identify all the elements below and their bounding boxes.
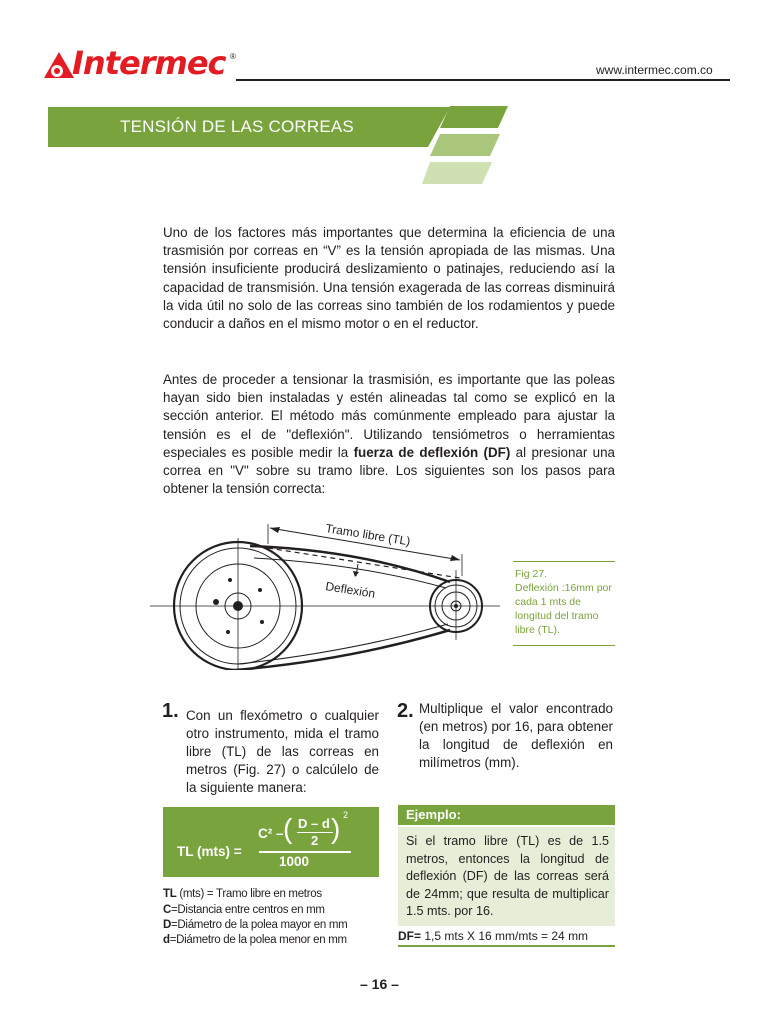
gear-icon xyxy=(44,50,74,80)
intro-paragraph: Uno de los factores más importantes que determina la eficiencia de una trasmisión por correas en “V” es la tensión apropiada de las mismas. Una tensión insuficiente producirá deslizamiento o patinajes, reduciendo así la capacidad de transmisión. Una tensión exagerada de las correas disminuirá la vida útil no solo de las correas sino también de los rodamientos y puede conducir a daños en el mismo motor o en el reductor. xyxy=(163,225,615,332)
section-title: TENSIÓN DE LAS CORREAS xyxy=(120,117,354,136)
df-value: 1,5 mts X 16 mm/mts = 24 mm xyxy=(421,929,589,943)
header-rule xyxy=(236,79,730,81)
formula-box xyxy=(163,807,379,877)
formula-lhs: TL (mts) = xyxy=(177,844,242,859)
belt-diagram xyxy=(150,510,500,670)
legend-text: =Distancia entre centros en mm xyxy=(171,904,325,916)
belt-upper xyxy=(250,546,450,582)
formula-inner-denominator: 2 xyxy=(311,833,319,848)
legend-text: (mts) = Tramo libre en metros xyxy=(176,888,322,900)
example-header xyxy=(398,805,615,825)
figure-caption-title: Fig 27. xyxy=(515,568,548,580)
legend-symbol: C xyxy=(163,904,172,916)
figure-caption xyxy=(515,567,615,637)
legend-item-d-large xyxy=(163,918,347,934)
procedure-paragraph xyxy=(163,371,615,498)
legend-text: =Diámetro de la polea mayor en mm xyxy=(171,919,348,931)
figure-caption-text: Deflexión :16mm por cada 1 mts de longitud del tramo libre (TL). xyxy=(515,582,612,636)
df-label: DF= xyxy=(398,929,422,943)
step-2-number: 2. xyxy=(397,700,414,722)
example-rule xyxy=(398,945,615,947)
example-df-line xyxy=(398,929,615,943)
site-url[interactable]: www.intermec.com.co xyxy=(596,63,713,77)
brand-name: Intermec xyxy=(72,44,226,82)
legend-text: =Diámetro de la polea menor en mm xyxy=(169,934,347,946)
formula-exponent: 2 xyxy=(343,810,349,820)
legend-symbol: D xyxy=(163,919,172,931)
free-span-dashed-line xyxy=(268,548,460,578)
step-2-text: Multiplique el valor encontrado (en metros) por 16, para obtener la longitud de deflexión en milímetros (mm). xyxy=(419,701,613,770)
legend-item-d-small xyxy=(163,933,347,949)
legend-symbol: TL xyxy=(163,888,177,900)
page-number: – 16 – xyxy=(360,976,399,992)
formula-c-squared: C² – xyxy=(258,826,284,841)
procedure-text-end: al presionar una correa en "V" sobre su tramo libre. Los siguientes son los pasos para obtener la tensión correcta: xyxy=(163,444,616,497)
formula-paren-left: ( xyxy=(283,813,293,844)
example-text: Si el tramo libre (TL) es de 1.5 metros, entonces la longitud de deflexión (DF) de las correas será de 24mm; que resulta de multiplicar 1.5 mts. por 16. xyxy=(406,834,609,918)
caption-rule-top xyxy=(513,561,615,562)
caption-rule-bottom xyxy=(513,645,615,646)
deflection-force-term: fuerza de deflexión (DF) xyxy=(353,444,511,460)
example-heading: Ejemplo: xyxy=(406,807,461,822)
example-body xyxy=(398,827,615,926)
procedure-text-start: Antes de proceder a tensionar la trasmisión, es importante que las poleas hayan sido bien instaladas y estén alineadas tal como se explicó en la sección anterior. El método más comúnmente empleado para ajustar la tensión es el de "deflexión". Utilizando tensiómetros o herramientas especiales es posible medir la xyxy=(163,372,615,460)
intermec-logo xyxy=(44,44,244,88)
green-stripes-decoration xyxy=(420,104,520,188)
tramo-libre-label: Tramo libre (TL) xyxy=(324,521,412,549)
legend-item-tl xyxy=(163,887,322,903)
formula-denominator: 1000 xyxy=(279,854,310,869)
step-1-text: Con un flexómetro o cualquier otro instrumento, mida el tramo libre (TL) de las correas en metros (Fig. 27) o calcúlelo de la siguiente manera: xyxy=(186,708,379,795)
registered-mark: ® xyxy=(230,52,236,61)
formula-paren-right: ) xyxy=(331,813,341,844)
formula-inner-numerator: D – d xyxy=(298,816,330,831)
formula-fraction-bar xyxy=(259,851,351,853)
legend-symbol: d xyxy=(163,934,170,946)
deflexion-label: Deflexión xyxy=(324,579,377,601)
legend-item-c xyxy=(163,903,325,919)
step-1-number: 1. xyxy=(162,700,179,722)
